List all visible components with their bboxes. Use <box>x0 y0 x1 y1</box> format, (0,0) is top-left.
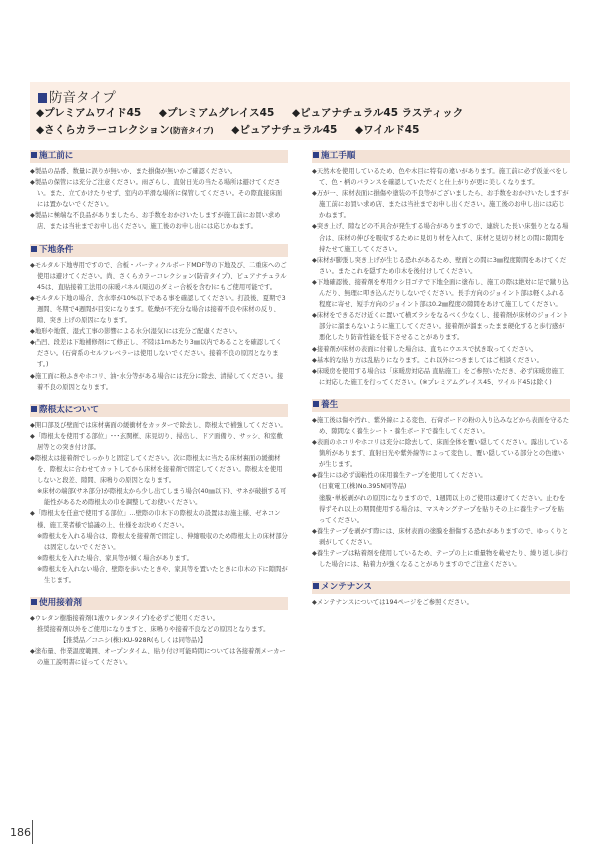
product-banner <box>30 82 570 140</box>
paragraph: 塗膜･単板剥がれの原因になりますので、1週間以上のご使用は避けてください。止むを得ずそれ以上の期間使用する場合は、マスキングテープを貼りその上に養生テープを貼ってください。 <box>319 494 566 524</box>
paragraph: ◆塗布量、作業温度範囲、オープンタイム、貼り付け可能時間については各接着剤メーカーの施工説明書に従ってください。 <box>30 648 286 667</box>
paragraph: ◆モルタル下地の場合、含水率が10%以下である事を確認してください。打設後、夏期で3週間、冬期で4週間が目安になります。乾燥が不充分な場合は接着不良や床材の反り、隙、突き上げの原因になります。 <box>30 294 286 325</box>
banner-title <box>38 86 116 106</box>
square-icon <box>31 246 37 252</box>
note: ※床材の端部(サネ部分)が際根太から少し出てしまう場合(40㎜以下)、サネが破損する可能性があるため際根太の巾を調整してお使いください。 <box>37 488 287 507</box>
paragraph: ◆メンテナンスについては194ページをご参照ください。 <box>312 599 473 607</box>
banner-title-text: 防音タイプ <box>49 90 116 106</box>
page-divider <box>32 820 33 844</box>
product-item: ◆プレミアムグレイス45 <box>158 107 275 119</box>
section-title: 使用接着剤 <box>39 598 82 609</box>
banner-products-row2 <box>36 122 419 137</box>
product-item-note: (防音タイプ) <box>169 126 214 135</box>
paragraph: (日東電工(株)No.395N同等品) <box>319 483 407 491</box>
note: ※際根太を入れる場合は、際根太を接着剤で固定し、伸縮吸収のため際根太上の床材部分は固定しないでください。 <box>37 532 288 551</box>
paragraph: ◆施工後は傷や汚れ、紫外線による変色、石膏ボードの粉の入り込みなどから表面を守るため、隙間なく養生シート・養生ボードで養生してください。 <box>312 416 570 435</box>
section-title: 養生 <box>321 399 339 410</box>
paragraph: ◆製品の品番、数量に誤りが無いか、また損傷が無いかご確認ください。 <box>30 168 237 175</box>
paragraph: ◆施工面に粉ふきやホコリ、油･水分等がある場合には充分に除去、清掃してください。接着不良の原因となります。 <box>30 372 284 391</box>
square-icon <box>313 152 319 158</box>
paragraph: ◆床材をできるだけ近くに置いて横ズラシをなるべく少なくし、接着剤が床材のジョイント部分に溜まらないように施工してください。接着剤が溜まったまま硬化すると歩行感が悪化したり防音性能を低下させることがあります。 <box>312 312 569 342</box>
section-heading-adhesive <box>30 597 288 610</box>
paragraph: ◆表面のホコリやホコリは充分に除去して、床面全体を覆い隠してください。露出している箇所があります、直射日光や紫外線等によって変色し、覆い隠している部分との色違いが生じます。 <box>312 439 569 469</box>
right-column <box>312 144 570 608</box>
section-heading-curing <box>312 399 570 412</box>
paragraph: ◆開口部及び壁面では床材裏面の緩衝材をカッターで除去し、際根太で補強してください。 <box>30 421 287 429</box>
paragraph: ◆養生には必ず弱粘性の床用養生テープを使用してください。 <box>312 472 487 480</box>
paragraph: 推奨接着剤以外をご使用になりますと、床鳴りや接着不良などの原因となります。 <box>37 626 270 634</box>
paragraph: ◆突き上げ、隙などの不具合が発生する場合がありますので、連続した長い床張りとなる場合は、床材の伸びを吸収するために見切り材を入れて、床材と見切り材との間に隙間を持たせて施工してください。 <box>312 223 569 253</box>
product-item: ◆ワイルド45 <box>355 124 420 136</box>
section-title: 施工手順 <box>321 151 356 161</box>
square-icon <box>31 152 37 158</box>
paragraph: ◆下地確認後、接着剤を専用クシ目ゴテで下地全面に塗布し、施工の際は絶対に足で蹴り込んだり、無理に叩き込んだりしないでください。長手方向のジョイント部は軽くふれる程度に寄せ、短手方向のジョイント部は0.2㎜程度の隙間をあけて施工してください。 <box>312 278 569 309</box>
recommended-product: 【推奨品／コニシ(株):KU-928R(もしくは同等品)】 <box>60 637 207 645</box>
paragraph: ◆ウレタン樹脂接着剤(1液ウレタンタイプ)を必ずご使用ください。 <box>30 615 220 623</box>
square-icon <box>313 401 319 407</box>
square-icon <box>313 583 319 589</box>
section-heading-procedure <box>312 150 570 163</box>
paragraph: ◆際根太は接着剤でしっかりと固定してください。次に際根太に当たる床材裏面の緩衝材を、際根太に合わせてカットしてから床材を接着剤で固定してください。際根太を使用しないと段差、隙間、床鳴りの原因となります。 <box>30 454 283 485</box>
paragraph: ◆地形や地質、湿式工事の影響による水分(湿気)には充分ご配慮ください。 <box>30 328 242 336</box>
left-column <box>30 144 288 669</box>
section-title: メンテナンス <box>321 582 372 593</box>
section-heading-maintenance <box>312 581 570 594</box>
paragraph: ◆養生テープを剥がす際には、床材表面の塗膜を損傷する恐れがありますので、ゆっくりと剥がしてください。 <box>312 527 569 546</box>
paragraph: ◆床暖房を使用する場合は「床暖房対応品 直貼施工」をご参照いただき、必ず床暖房施工に対応した施工を行ってください。(※プレミアムグレイス45、ワイルド45は除く) <box>312 367 565 386</box>
product-item: ◆さくらカラーコレクション <box>36 124 170 136</box>
banner-products-row1 <box>36 105 463 120</box>
product-item: ◆プレミアムワイド45 <box>36 107 142 119</box>
paragraph: ◆基本的な貼り方は乱貼りになります。これ以外につきましてはご相談ください。 <box>312 356 543 364</box>
paragraph: ◆モルタル下地専用ですので、合板・パーティクルボードMDF等の下地及び、二重床へのご使用は避けてください。尚、さくらカラーコレクション(防音タイプ)、ピュアナチュラル45は、直貼接着工法用の床暖パネル(周辺のダミー合板を含む)にもご使用可能です。 <box>30 261 287 291</box>
paragraph: ◆「際根太を任意で使用する部位」…壁際の巾木下の際根太の設置はお施主様、ゼネコン様、施工業者様で協議の上、仕様をお決めください。 <box>30 510 281 529</box>
paragraph: ◆製品に極端な不良品がありましたら、お手数をおかけいたしますが施工前にお買い求め店、または当社までお申し出ください。施工後のお申し出には応じかねます。 <box>30 212 281 231</box>
square-icon <box>31 599 37 605</box>
paragraph: ◆養生テープは粘着剤を使用しているため、テープの上に重量物を載せたり、繰り返し歩行した場合には、粘着力が強くなることがありますのでご注意ください。 <box>312 550 568 569</box>
section-heading-substrate <box>30 244 288 257</box>
square-icon <box>31 406 37 412</box>
paragraph: ◆製品の保管には充分ご注意ください。雨ざらし、直射日光の当たる場所は避けてください。また、立てかけたりせず、室内の平滑な場所に保管してください。その際直接床面には置かないでください。 <box>30 179 283 209</box>
paragraph: ◆接着剤が床材の表面に付着した場合は、直ちにウエスで拭き取ってください。 <box>312 345 538 353</box>
section-title: 際根太について <box>39 404 99 415</box>
note: ※際根太を入れた場合、家具等が傾く場合があります。 <box>37 554 193 562</box>
product-item: ◆ピュアナチュラル45 ラスティック <box>291 107 464 119</box>
section-heading-edge-joist <box>30 404 288 417</box>
section-title: 施工前に <box>39 151 74 161</box>
page-number: 186 <box>10 826 31 839</box>
paragraph: ◆「際根太を使用する部位」･･･玄関框、床見切り、掃出し、ドア面備り、サッシ、和室敷居等との突き付け部。 <box>30 432 283 451</box>
paragraph: ◆天然木を使用しているため、色や木目に特有の違いがあります。施工前に必ず仮並べをして、色・柄のバランスを確認していただくと仕上がりが更に美しくなります。 <box>312 168 568 187</box>
paragraph: ◆万が一、床材表面に損傷や塗装の不良等がございましたら、お手数をおかけいたしますが施工前にお買い求め店、または当社までお申し出ください。施工後のお申し出には応じかねます。 <box>312 190 569 220</box>
paragraph: ◆床材が膨張し突き上げが生じる恐れがあるため、壁面との間に3㎜程度隙間をあけてください。またこれを隠すため巾木を後付けしてください。 <box>312 256 567 275</box>
square-icon <box>38 93 47 103</box>
paragraph: ◆凸凹、段差は下地補修剤にて修正し、不陸は1mあたり3㎜以内であることを確認してください。(石膏系のセルフレベラーは使用しないでください。接着不良の原因となります。) <box>30 339 282 369</box>
product-item: ◆ピュアナチュラル45 <box>231 124 338 136</box>
section-heading-before-install <box>30 150 288 163</box>
section-title: 下地条件 <box>39 244 74 255</box>
note: ※際根太を入れない場合、壁際を歩いたときや、家具等を置いたときに巾木の下に隙間が生じます。 <box>37 565 288 584</box>
